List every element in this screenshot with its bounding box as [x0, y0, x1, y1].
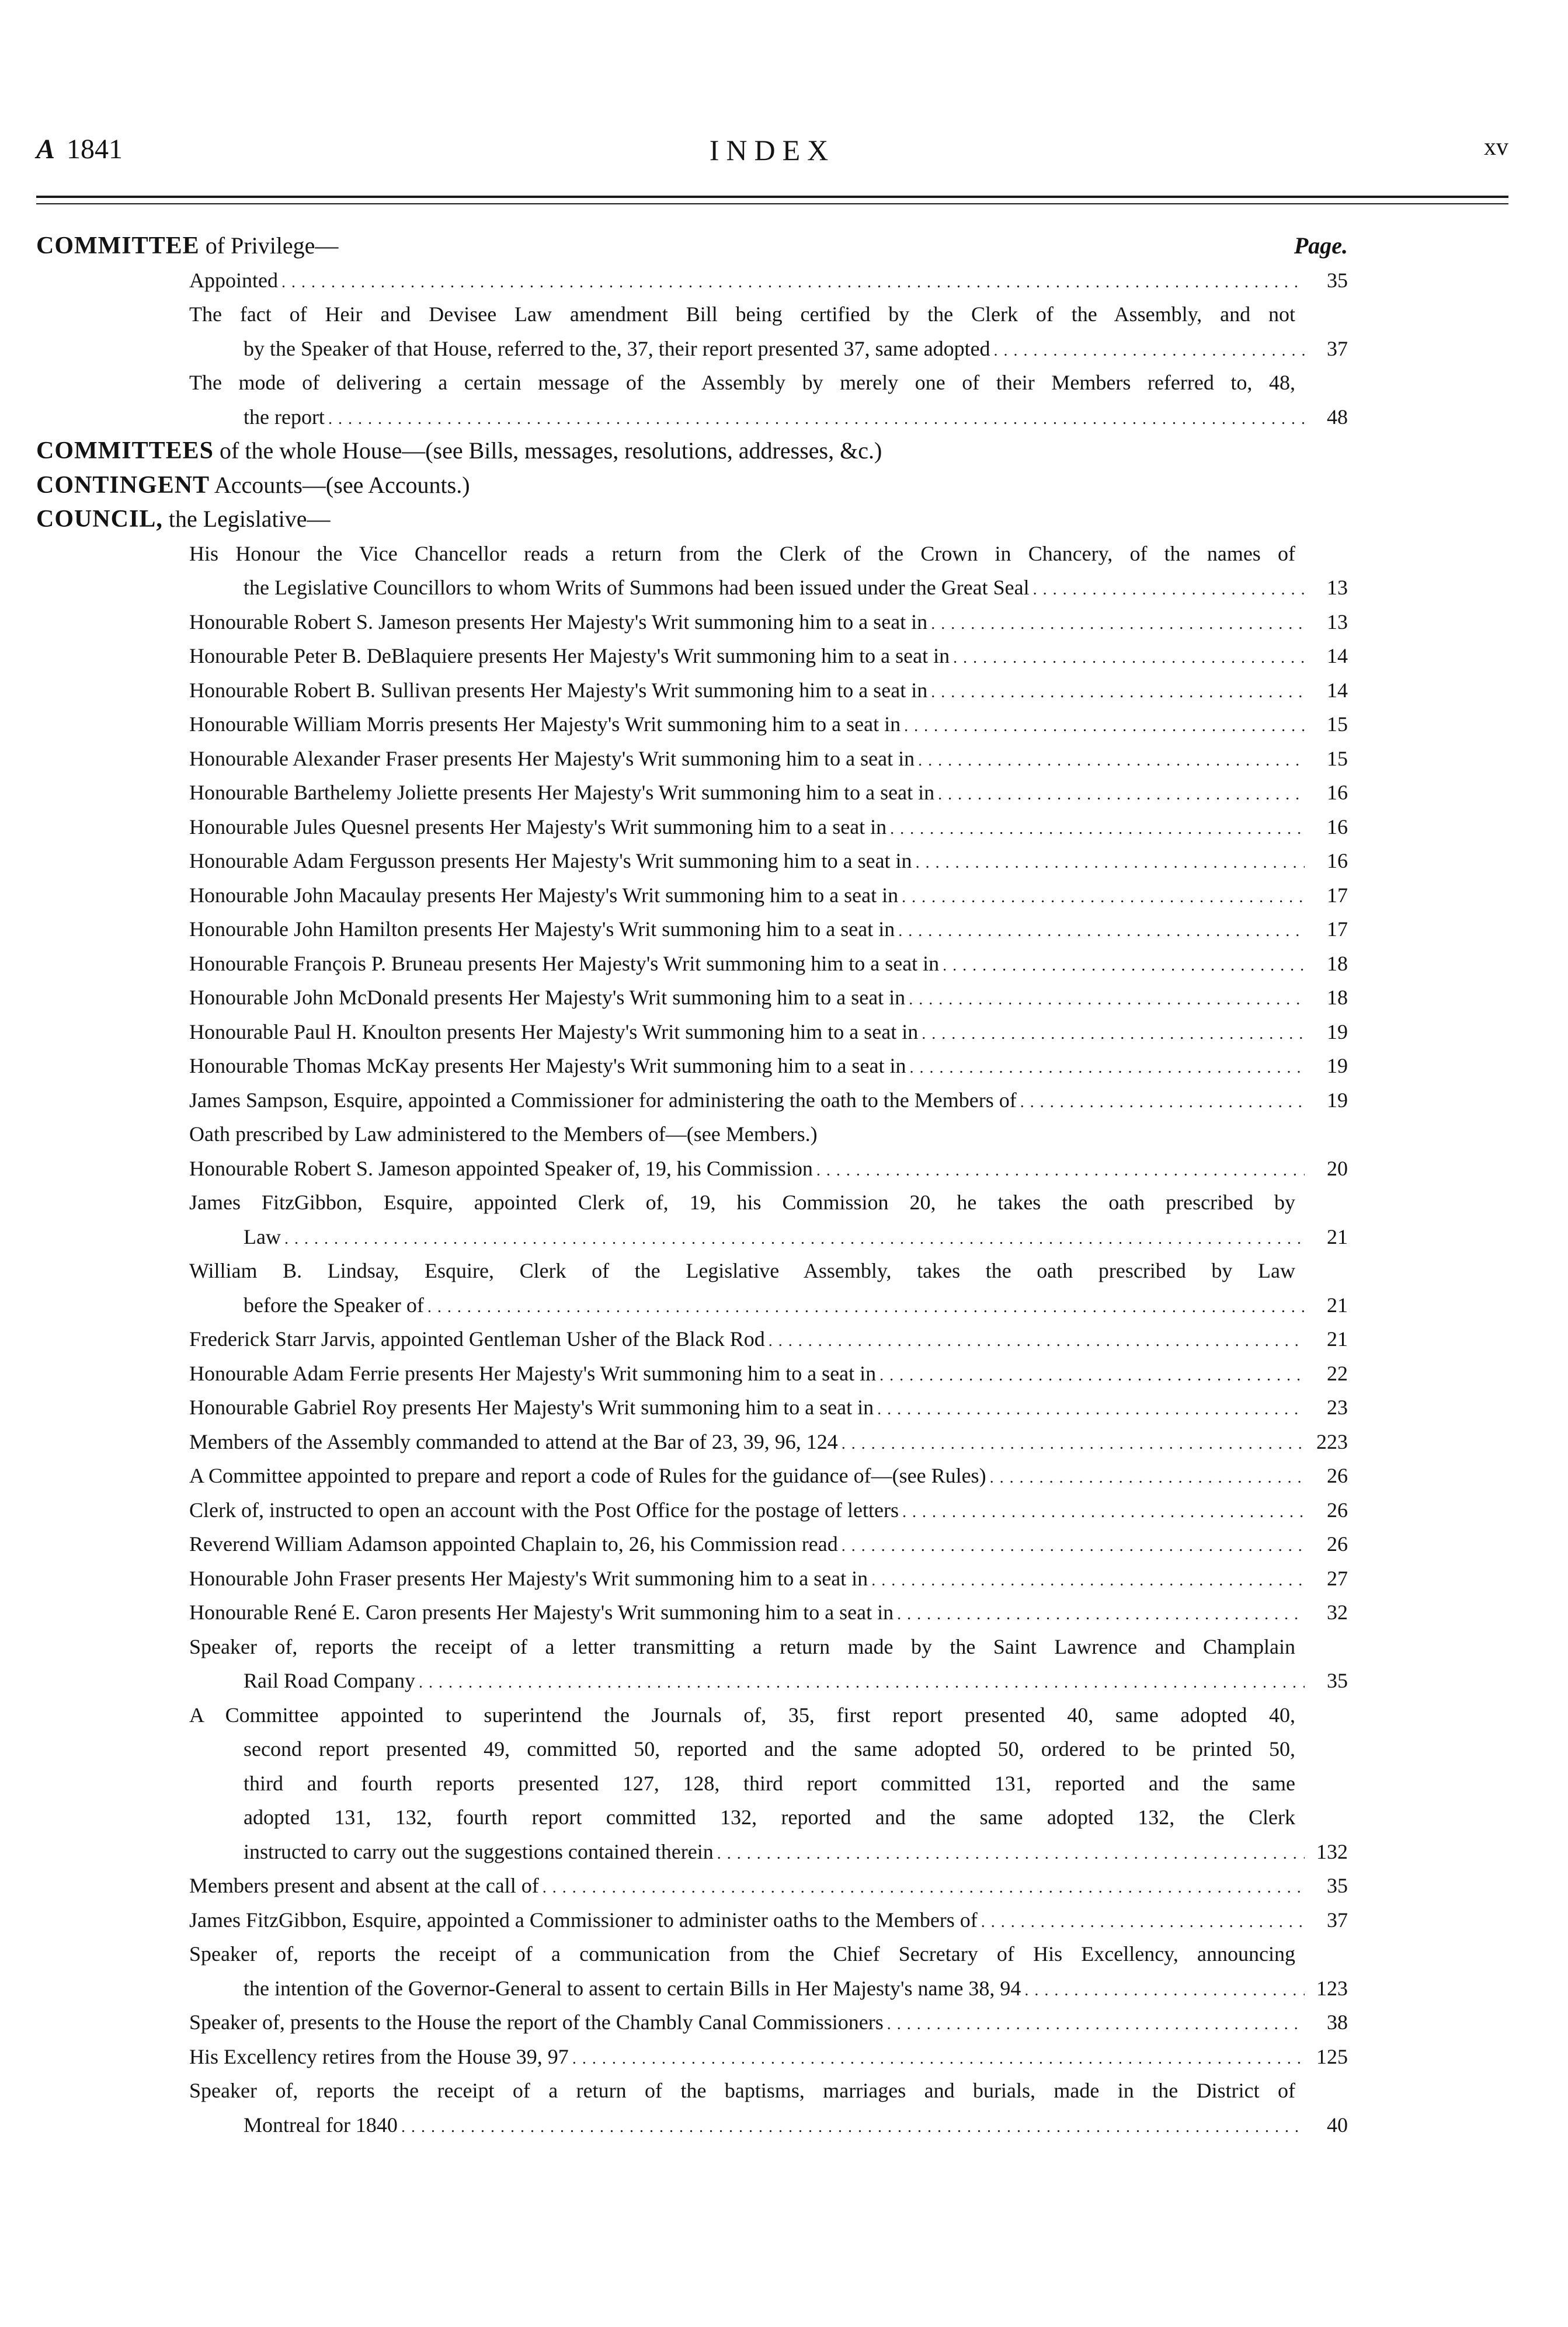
headword: COMMITTEE: [36, 232, 200, 259]
heading-rest: of the whole House—(see Bills, messages, resolutions, addresses, &c.): [220, 437, 882, 464]
entry-page-number: 19: [1327, 1088, 1348, 1112]
index-entry-line: [36, 366, 1348, 400]
dot-leader: [717, 1837, 1305, 1872]
dot-leader: [419, 1666, 1305, 1700]
entry-page-number: 16: [1327, 781, 1348, 804]
entry-page-number: 132: [1316, 1839, 1348, 1863]
index-entry-line: [36, 332, 1348, 366]
entry-page-number: 18: [1327, 986, 1348, 1009]
header-page-number: xv: [1484, 134, 1508, 161]
index-entry-line: [36, 810, 1348, 844]
entry-text: William B. Lindsay, Esquire, Clerk of the Legislative Assembly, takes the oath prescribed by Law: [189, 1259, 1295, 1282]
dot-leader: [871, 1564, 1305, 1598]
index-entry-line: [36, 1766, 1348, 1801]
entry-text: Speaker of, reports the receipt of a communication from the Chief Secretary of His Excellency, announcing: [189, 1942, 1295, 1966]
entry-page-number: 15: [1327, 712, 1348, 736]
index-entry-line: [36, 1630, 1348, 1664]
entry-text: Rail Road Company: [244, 1669, 415, 1692]
entry-text: adopted 131, 132, fourth report committed 132, reported and the same adopted 132, the Clerk: [244, 1806, 1295, 1829]
entry-text: James FitzGibbon, Esquire, appointed Clerk of, 19, his Commission 20, he takes the oath prescribed by: [189, 1191, 1295, 1214]
entry-text: Honourable Alexander Fraser presents Her Majesty's Writ summoning him to a seat in: [189, 746, 915, 770]
dot-leader: [890, 812, 1305, 847]
index-entry-line: [36, 297, 1348, 332]
headword: COMMITTEES: [36, 437, 214, 464]
entry-text: A Committee appointed to prepare and report a code of Rules for the guidance of—(see Rules): [189, 1464, 986, 1487]
entry-text: Honourable Barthelemy Joliette presents Her Majesty's Writ summoning him to a seat in: [189, 781, 935, 804]
dot-leader: [887, 2008, 1305, 2042]
entry-page-number: 37: [1327, 336, 1348, 360]
entry-page-number: 35: [1327, 1874, 1348, 1897]
entry-text: Reverend William Adamson appointed Chaplain to, 26, his Commission read: [189, 1532, 838, 1556]
entry-text: Honourable John McDonald presents Her Majesty's Writ summoning him to a seat in: [189, 986, 906, 1009]
entry-text: the Legislative Councillors to whom Writs of Summons had been issued under the Great Seal: [244, 576, 1030, 599]
index-entry-line: [36, 742, 1348, 776]
dot-leader: [990, 1461, 1305, 1495]
index-entry-line: [36, 1425, 1348, 1459]
dot-leader: [769, 1324, 1305, 1359]
entry-text: Speaker of, presents to the House the report of the Chambly Canal Commissioners: [189, 2011, 884, 2034]
entry-page-number: 17: [1327, 917, 1348, 941]
index-entry-line: [36, 947, 1348, 981]
dot-leader: [953, 641, 1305, 676]
entry-text: Speaker of, reports the receipt of a return of the baptisms, marriages and burials, made in the District of: [189, 2079, 1295, 2102]
index-entry-line: [36, 1288, 1348, 1323]
index-entry-line: [36, 1049, 1348, 1083]
index-entry-line: [36, 1835, 1348, 1869]
dot-leader: [943, 949, 1305, 983]
entry-page-number: 14: [1327, 678, 1348, 702]
entry-text: Montreal for 1840: [244, 2113, 398, 2137]
index-entry-line: [36, 2005, 1348, 2040]
dot-leader: [328, 402, 1305, 437]
index-body: [36, 229, 1348, 2142]
entry-text: instructed to carry out the suggestions contained therein: [244, 1839, 714, 1863]
entry-page-number: 35: [1327, 268, 1348, 292]
dot-leader: [1024, 1974, 1305, 2008]
dot-leader: [401, 2110, 1305, 2145]
heading-rest: of Privilege—: [205, 232, 339, 259]
index-entry-line: [36, 1390, 1348, 1425]
entry-page-number: 32: [1327, 1601, 1348, 1624]
entry-text: Oath prescribed by Law administered to the Members of—(see Members.): [189, 1122, 818, 1146]
dot-leader: [842, 1529, 1305, 1564]
entry-text: Honourable Peter B. DeBlaquiere presents Her Majesty's Writ summoning him to a seat in: [189, 644, 950, 667]
entry-text: His Honour the Vice Chancellor reads a return from the Clerk of the Crown in Chancery, of the names of: [189, 541, 1295, 565]
entry-text: Members of the Assembly commanded to attend at the Bar of 23, 39, 96, 124: [189, 1429, 838, 1453]
entry-text: Honourable René E. Caron presents Her Majesty's Writ summoning him to a seat in: [189, 1601, 894, 1624]
entry-page-number: 21: [1327, 1293, 1348, 1317]
entry-text: Honourable Adam Fergusson presents Her Majesty's Writ summoning him to a seat in: [189, 849, 912, 872]
dot-leader: [902, 1495, 1305, 1530]
entry-page-number: 18: [1327, 951, 1348, 975]
entry-page-number: 21: [1327, 1225, 1348, 1248]
entry-text: third and fourth reports presented 127, 128, third report committed 131, reported and the same: [244, 1771, 1295, 1795]
dot-leader: [910, 1051, 1305, 1086]
entry-page-number: 14: [1327, 644, 1348, 667]
entry-text: James Sampson, Esquire, appointed a Commissioner for administering the oath to the Members of: [189, 1088, 1017, 1112]
entry-text: Honourable Adam Ferrie presents Her Majesty's Writ summoning him to a seat in: [189, 1361, 877, 1385]
dot-leader: [427, 1291, 1305, 1325]
dot-leader: [842, 1427, 1305, 1462]
entry-text: The fact of Heir and Devisee Law amendment Bill being certified by the Clerk of the Assembly, and not: [189, 302, 1295, 326]
dot-leader: [938, 778, 1305, 812]
heading-rest: Accounts—(see Accounts.): [214, 471, 470, 498]
entry-text: Honourable John Fraser presents Her Majesty's Writ summoning him to a seat in: [189, 1566, 868, 1590]
headword: COUNCIL,: [36, 506, 163, 533]
entry-text: Honourable Gabriel Roy presents Her Majesty's Writ summoning him to a seat in: [189, 1396, 874, 1419]
entry-text: the report: [244, 405, 325, 429]
index-entry-line: [36, 605, 1348, 639]
entry-page-number: 26: [1327, 1498, 1348, 1522]
volume-letter: A: [36, 134, 55, 165]
index-entry-line: [36, 2040, 1348, 2074]
entry-text: Honourable John Hamilton presents Her Majesty's Writ summoning him to a seat in: [189, 917, 895, 941]
entry-text: the intention of the Governor-General to assent to certain Bills in Her Majesty's name 38, 94: [244, 1976, 1021, 2000]
index-entry-line: [36, 1185, 1348, 1220]
index-entry-line: [36, 1015, 1348, 1049]
index-heading-committees-whole: [36, 434, 1348, 468]
dot-leader: [898, 914, 1305, 949]
index-entry-line: [36, 673, 1348, 708]
index-entry-line: [36, 2074, 1348, 2108]
entry-text: Honourable Robert B. Sullivan presents Her Majesty's Writ summoning him to a seat in: [189, 678, 928, 702]
year: 1841: [67, 134, 123, 165]
dot-leader: [543, 1871, 1305, 1905]
dot-leader: [931, 607, 1305, 642]
index-entry-line: [36, 707, 1348, 742]
entry-page-number: 19: [1327, 1020, 1348, 1044]
index-entry-line: [36, 1664, 1348, 1698]
entry-text: Honourable François P. Bruneau presents Her Majesty's Writ summoning him to a seat in: [189, 951, 940, 975]
entry-text: Members present and absent at the call of: [189, 1874, 539, 1897]
entry-page-number: 15: [1327, 746, 1348, 770]
dot-leader: [981, 1905, 1305, 1940]
index-heading-committee-privilege: [36, 229, 1348, 263]
council-entries: [36, 537, 1348, 2142]
index-entry-line: [36, 844, 1348, 878]
entry-text: The mode of delivering a certain message of the Assembly by merely one of their Members referred to, 48,: [189, 371, 1295, 394]
dot-leader: [922, 1017, 1305, 1052]
heading-rest: the Legislative—: [168, 506, 331, 532]
index-entry-line: [36, 775, 1348, 810]
entry-page-number: 17: [1327, 883, 1348, 907]
index-entry-line: [36, 1527, 1348, 1561]
index-entry-line: [36, 912, 1348, 947]
entry-page-number: 23: [1327, 1396, 1348, 1419]
dot-leader: [1020, 1086, 1305, 1120]
entry-text: Clerk of, instructed to open an account with the Post Office for the postage of letters: [189, 1498, 899, 1522]
dot-leader: [879, 1359, 1305, 1393]
dot-leader: [284, 1222, 1305, 1257]
header-title: INDEX: [709, 134, 836, 166]
dot-leader: [281, 266, 1305, 300]
dot-leader: [994, 334, 1305, 368]
index-entry-line: [36, 1117, 1348, 1152]
header-rule-thick: [36, 196, 1508, 198]
entry-text: A Committee appointed to superintend the Journals of, 35, first report presented 40, same adopted 40,: [189, 1703, 1295, 1727]
dot-leader: [916, 846, 1305, 881]
entry-page-number: 37: [1327, 1908, 1348, 1932]
entry-text: Frederick Starr Jarvis, appointed Gentleman Usher of the Black Rod: [189, 1327, 765, 1351]
dot-leader: [877, 1393, 1305, 1427]
index-entry-line: [36, 1732, 1348, 1766]
index-entry-line: [36, 1937, 1348, 1971]
index-entry-line: [36, 878, 1348, 913]
entry-page-number: 13: [1327, 576, 1348, 599]
entry-page-number: 21: [1327, 1327, 1348, 1351]
entry-text: by the Speaker of that House, referred to the, 37, their report presented 37, same adopted: [244, 336, 990, 360]
entry-text: Honourable Thomas McKay presents Her Majesty's Writ summoning him to a seat in: [189, 1054, 906, 1077]
entry-page-number: 123: [1316, 1976, 1348, 2000]
entry-page-number: 26: [1327, 1464, 1348, 1487]
entry-text: Law: [244, 1225, 281, 1248]
entry-text: James FitzGibbon, Esquire, appointed a Commissioner to administer oaths to the Members of: [189, 1908, 978, 1932]
entry-page-number: 27: [1327, 1566, 1348, 1590]
dot-leader: [904, 709, 1305, 744]
entry-page-number: 40: [1327, 2113, 1348, 2137]
entry-page-number: 20: [1327, 1156, 1348, 1180]
entry-page-number: 19: [1327, 1054, 1348, 1077]
index-entry-line: [36, 1971, 1348, 2006]
index-entry-line: [36, 263, 1348, 298]
entry-page-number: 125: [1316, 2044, 1348, 2068]
dot-leader: [909, 983, 1305, 1017]
index-heading-contingent: [36, 468, 1348, 503]
running-header: [36, 133, 1508, 174]
entry-text: Honourable Paul H. Knoulton presents Her Majesty's Writ summoning him to a seat in: [189, 1020, 919, 1044]
index-entry-line: [36, 1561, 1348, 1596]
entry-text: Honourable Robert S. Jameson appointed Speaker of, 19, his Commission: [189, 1156, 813, 1180]
entry-page-number: 35: [1327, 1669, 1348, 1692]
index-entry-line: [36, 1152, 1348, 1186]
dot-leader: [897, 1598, 1305, 1632]
index-entry-line: [36, 1800, 1348, 1835]
index-entry-line: [36, 1356, 1348, 1391]
index-entry-line: [36, 1493, 1348, 1528]
header-rule-thin: [36, 203, 1508, 204]
index-entry-line: [36, 1254, 1348, 1288]
dot-leader: [902, 881, 1305, 915]
entry-text: Honourable Jules Quesnel presents Her Majesty's Writ summoning him to a seat in: [189, 815, 887, 839]
entry-page-number: 22: [1327, 1361, 1348, 1385]
index-entry-line: [36, 1595, 1348, 1630]
index-entry-line: [36, 400, 1348, 434]
index-entry-line: [36, 1083, 1348, 1118]
entry-text: Honourable William Morris presents Her Majesty's Writ summoning him to a seat in: [189, 712, 901, 736]
entry-text: before the Speaker of: [244, 1293, 424, 1317]
privilege-entries: [36, 263, 1348, 434]
index-entry-line: [36, 639, 1348, 673]
entry-page-number: 13: [1327, 610, 1348, 634]
entry-text: Appointed: [189, 268, 278, 292]
entry-text: second report presented 49, committed 50, reported and the same adopted 50, ordered to be printed 50,: [244, 1737, 1295, 1761]
entry-text: Honourable Robert S. Jameson presents Her Majesty's Writ summoning him to a seat in: [189, 610, 928, 634]
index-entry-line: [36, 980, 1348, 1015]
dot-leader: [918, 744, 1305, 778]
headword: CONTINGENT: [36, 471, 210, 499]
dot-leader: [1033, 573, 1305, 607]
entry-page-number: 26: [1327, 1532, 1348, 1556]
entry-page-number: 38: [1327, 2011, 1348, 2034]
index-entry-line: [36, 1698, 1348, 1733]
entry-page-number: 16: [1327, 849, 1348, 872]
index-entry-line: [36, 1220, 1348, 1254]
index-heading-council: [36, 502, 1348, 537]
index-entry-line: [36, 1869, 1348, 1903]
index-entry-line: [36, 1322, 1348, 1356]
dot-leader: [816, 1154, 1305, 1188]
index-entry-line: [36, 1903, 1348, 1938]
page-column-label: Page.: [1294, 232, 1348, 259]
entry-page-number: 223: [1316, 1429, 1348, 1453]
entry-text: His Excellency retires from the House 39, 97: [189, 2044, 569, 2068]
entry-page-number: 16: [1327, 815, 1348, 839]
dot-leader: [931, 676, 1305, 710]
index-entry-line: [36, 571, 1348, 605]
dot-leader: [572, 2042, 1305, 2076]
index-entry-line: [36, 1459, 1348, 1493]
index-entry-line: [36, 537, 1348, 571]
entry-page-number: 48: [1327, 405, 1348, 429]
entry-text: Honourable John Macaulay presents Her Majesty's Writ summoning him to a seat in: [189, 883, 899, 907]
entry-text: Speaker of, reports the receipt of a letter transmitting a return made by the Saint Lawrence and Champlain: [189, 1634, 1295, 1658]
index-entry-line: [36, 2108, 1348, 2142]
